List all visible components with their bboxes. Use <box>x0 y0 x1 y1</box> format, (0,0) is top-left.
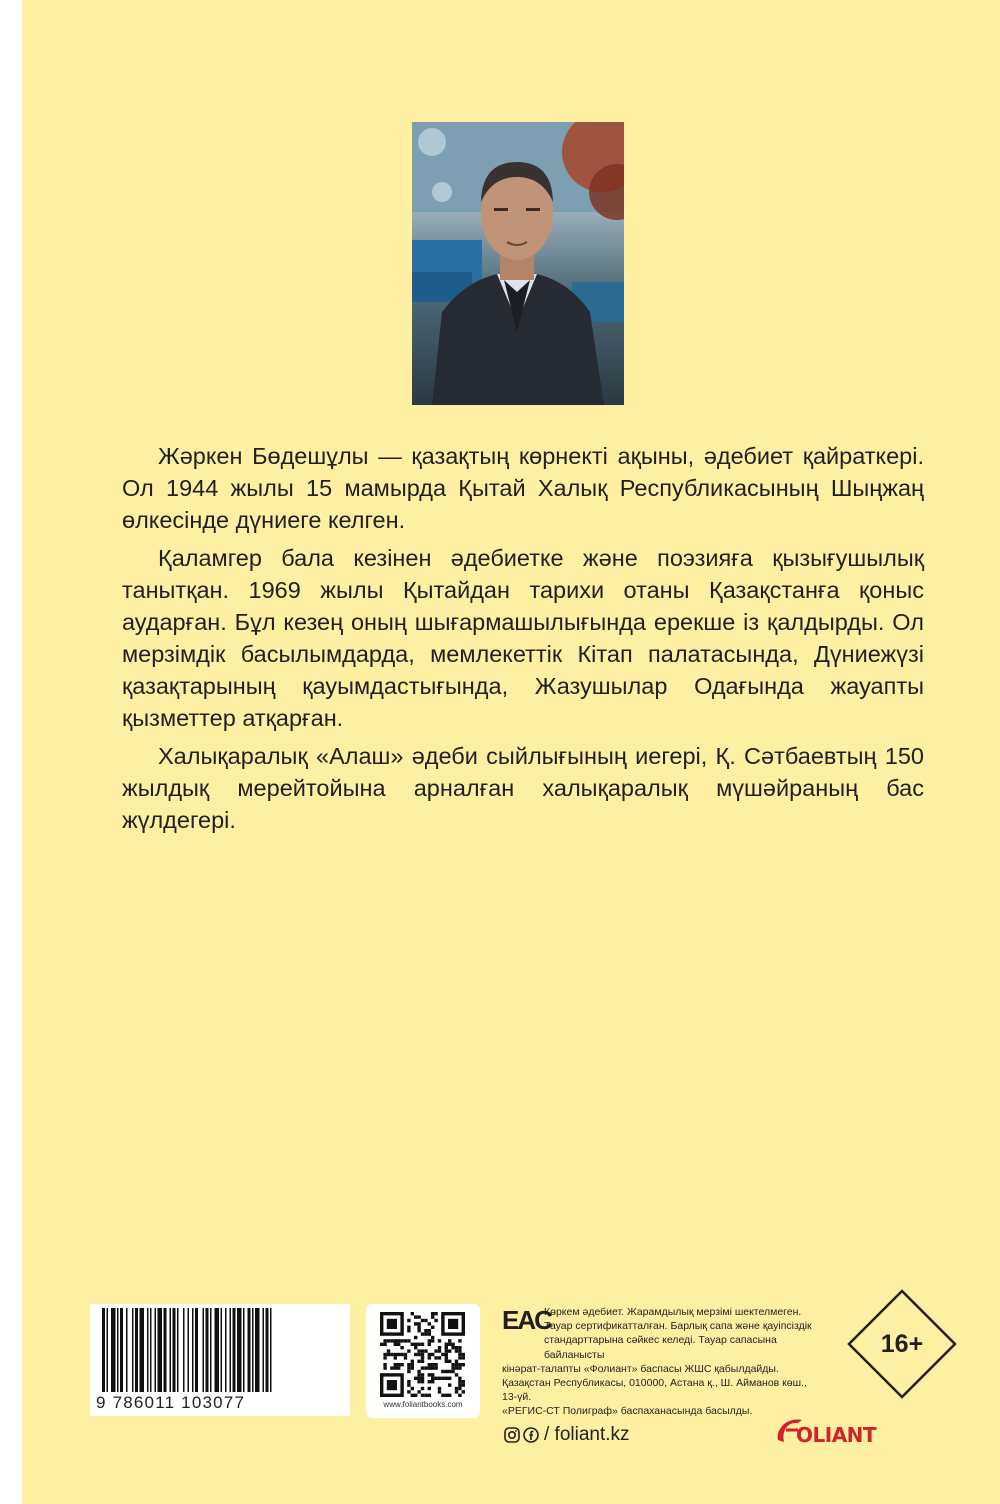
legal-line: кінәрат-талапты «Фолиант» баспасы ЖШС қабылдайды. <box>502 1362 779 1375</box>
legal-line: стандарттарына сәйкес келеді. Тауар сапасына байланысты <box>544 1334 777 1361</box>
instagram-icon[interactable] <box>504 1427 520 1443</box>
back-cover <box>22 0 1000 1504</box>
social-links <box>504 1424 630 1446</box>
author-photo <box>412 122 624 405</box>
foliant-logo <box>772 1410 894 1450</box>
qr-url: www.foliantbooks.com <box>383 1400 463 1409</box>
facebook-icon[interactable] <box>523 1427 539 1443</box>
legal-line: «РЕГИС-СТ Полиграф» баспаханасында басылды. <box>502 1405 753 1418</box>
bio-paragraph: Халықаралық «Алаш» әдеби сыйлығының иегері, Қ. Сәтбаевтың 150 жылдық мерейтойына арналған халықаралық мүшәйраның бас жүлдегері. <box>122 743 924 833</box>
legal-line: Қазақстан Республикасы, 010000, Астана қ., Ш. Айманов көш., 13-үй. <box>502 1377 807 1404</box>
legal-line: Көркем әдебиет. Жарамдылық мерзімі шектелмеген. <box>544 1306 802 1318</box>
author-biography <box>122 440 924 842</box>
isbn-number: 9 786011 103077 <box>96 1393 246 1412</box>
isbn-barcode <box>90 1304 350 1416</box>
bio-paragraph: Қаламгер бала кезінен әдебиетке және поэзияға қызығушылық танытқан. 1969 жылы Қытайдан тарихи отаны Қазақстанға қоныс аударған. Бұл кезең оның шығармашылығында ерекше із қалдырды. Ол мерзімдік басылымдарда, мемлекеттік Кітап палатасында, Дүниежүзі қазақтарының қауымдастығында, Жазушылар Одағында жауапты қызметтер атқарған. <box>122 545 924 731</box>
legal-line: Тауар сертификатталған. Барлық сапа және қауіпсіздік <box>544 1320 812 1333</box>
bio-paragraph: Жәркен Бөдешұлы — қазақтың көрнекті ақыны, әдебиет қайраткері. Ол 1944 жылы 15 мамырда Қытай Халық Республикасының Шыңжаң өлкесінде дүниеге келген. <box>122 443 924 533</box>
qr-code <box>366 1304 480 1418</box>
svg-text:OLIANT: OLIANT <box>796 1423 877 1447</box>
age-rating: 16+ <box>880 1330 924 1358</box>
website-link[interactable]: / foliant.kz <box>544 1424 630 1445</box>
eac-certification-mark: EAC <box>502 1305 551 1335</box>
